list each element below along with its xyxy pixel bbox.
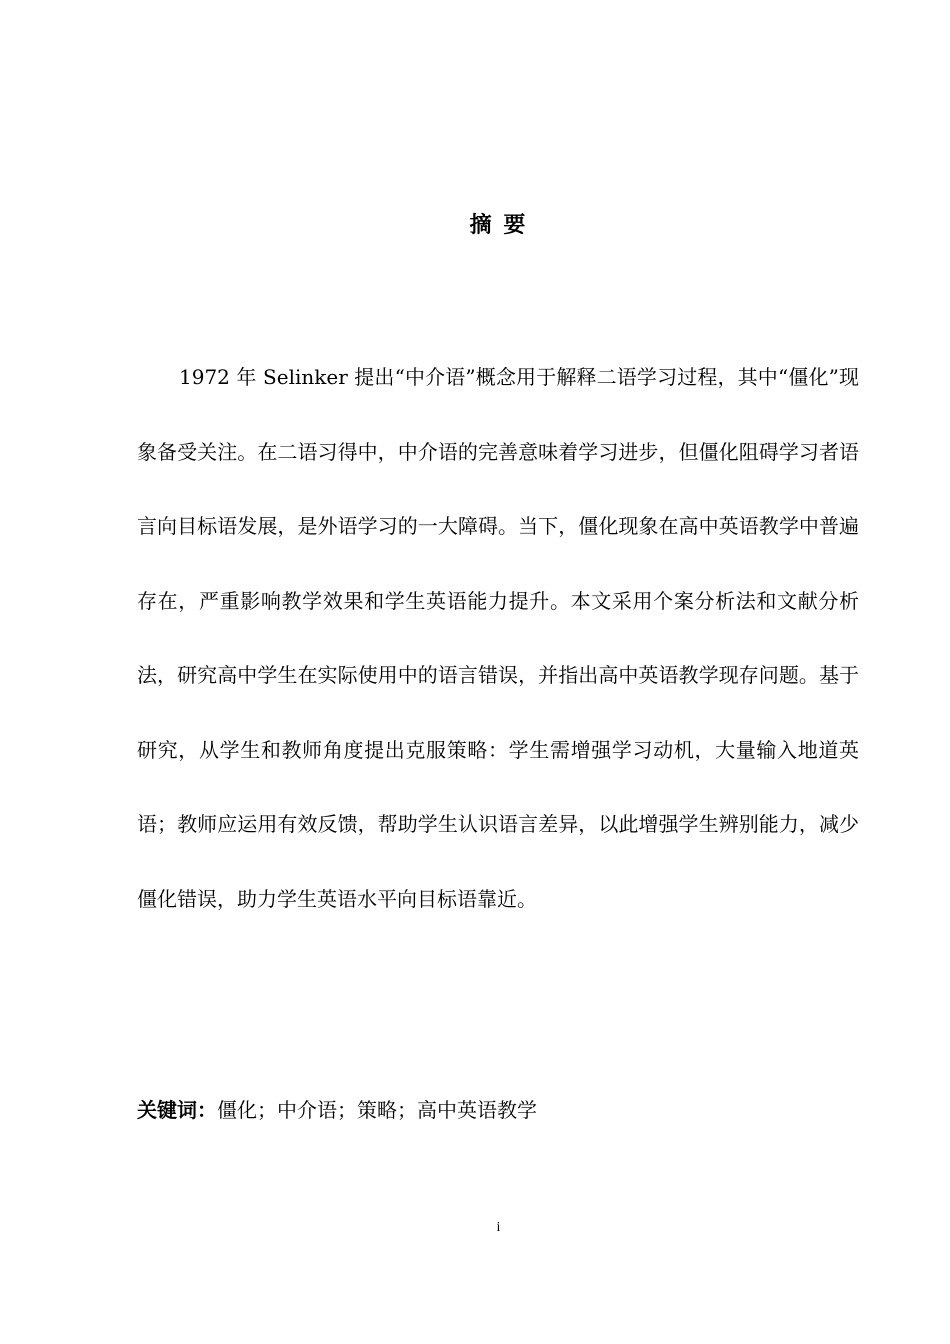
- page-number: i: [496, 1220, 501, 1235]
- keywords-list: 僵化；中介语；策略；高中英语教学: [217, 1098, 537, 1122]
- keywords-label: 关键词：: [137, 1098, 217, 1122]
- abstract-title: 摘 要: [469, 213, 528, 238]
- abstract-paragraph: 1972 年 Selinker 提出“中介语”概念用于解释二语学习过程，其中“僵化”现象备受关注。在二语习得中，中介语的完善意味着学习进步，但僵化阻碍学习者语言向目标语发展，是外语学习的一大障碍。当下，僵化现象在高中英语教学中普遍存在，严重影响教学效果和学生英语能力提升。本文采用个案分析法和文献分析法，研究高中学生在实际使用中的语言错误，并指出高中英语教学现存问题。基于研究，从学生和教师角度提出克服策略：学生需增强学习动机，大量输入地道英语；教师应运用有效反馈，帮助学生认识语言差异，以此增强学生辨别能力，减少僵化错误，助力学生英语水平向目标语靠近。: [137, 365, 859, 911]
- keywords-line: [137, 1090, 859, 1130]
